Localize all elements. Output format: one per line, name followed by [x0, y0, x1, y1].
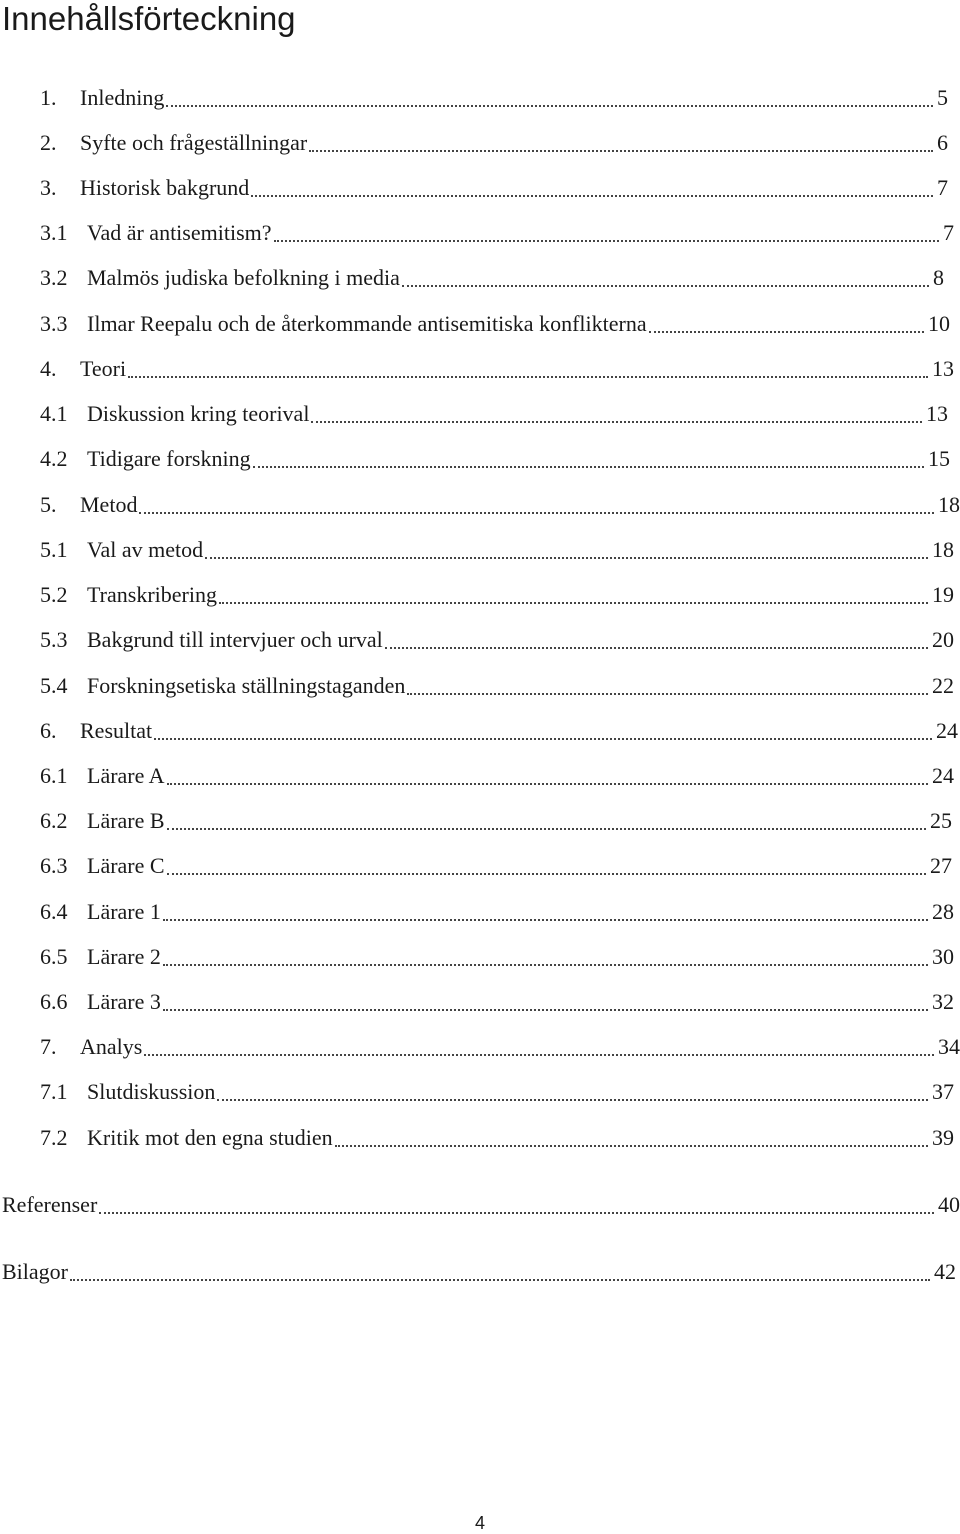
toc-entry[interactable] [40, 626, 954, 654]
toc-entry-label: Lärare 2 [87, 944, 161, 969]
toc-entry-page: 15 [928, 446, 950, 471]
toc-entry-page: 27 [930, 853, 952, 878]
toc-entry[interactable] [40, 717, 958, 745]
toc-dot-leader [167, 768, 928, 786]
toc-entry-number: 7. [40, 1034, 57, 1059]
toc-entry-label: Bilagor [2, 1259, 68, 1284]
toc-dot-leader [402, 270, 929, 288]
toc-entry[interactable] [40, 1078, 954, 1106]
toc-entry-label: Lärare C [87, 853, 165, 878]
toc-entry[interactable] [40, 988, 954, 1016]
toc-dot-leader [274, 225, 939, 243]
toc-entry-label: Teori [80, 356, 127, 381]
toc-entry-label: Analys [80, 1034, 143, 1059]
toc-entry-page: 20 [932, 627, 954, 652]
toc-entry[interactable] [40, 264, 944, 292]
toc-entry-page: 19 [932, 582, 954, 607]
toc-entry[interactable] [40, 672, 954, 700]
toc-dot-leader [166, 90, 933, 108]
toc-entry[interactable] [2, 1258, 956, 1286]
toc-entry-label: Slutdiskussion [87, 1079, 216, 1104]
toc-dot-leader [167, 858, 926, 876]
toc-entry-number: 3.1 [40, 220, 68, 245]
toc-entry[interactable] [40, 1124, 954, 1152]
toc-entry-number: 2. [40, 130, 57, 155]
toc-entry-page: 10 [928, 311, 950, 336]
toc-entry-label: Ilmar Reepalu och de återkommande antisemitiska konflikterna [87, 311, 647, 336]
toc-entry[interactable] [40, 536, 954, 564]
toc-entry-page: 42 [934, 1259, 956, 1284]
toc-entry[interactable] [40, 1033, 960, 1061]
toc-entry-page: 30 [932, 944, 954, 969]
toc-entry-page: 13 [932, 356, 954, 381]
toc-entry-label: Referenser [2, 1192, 98, 1217]
toc-entry-page: 32 [932, 989, 954, 1014]
toc-dot-leader [205, 542, 928, 560]
toc-entry-number: 6.5 [40, 944, 68, 969]
toc-dot-leader [407, 678, 928, 696]
toc-entry-number: 4.2 [40, 446, 68, 471]
toc-dot-leader [154, 723, 932, 741]
toc-entry-page: 37 [932, 1079, 954, 1104]
toc-entry-number: 7.1 [40, 1079, 68, 1104]
toc-entry-page: 5 [937, 85, 948, 110]
toc-entry-label: Syfte och frågeställningar [80, 130, 308, 155]
toc-dot-leader [251, 180, 933, 198]
toc-entry-label: Inledning [80, 85, 165, 110]
toc-entry-label: Malmös judiska befolkning i media [87, 265, 400, 290]
toc-entry-number: 4.1 [40, 401, 68, 426]
toc-entry-number: 3. [40, 175, 57, 200]
toc-entry-page: 18 [932, 537, 954, 562]
toc-entry-page: 40 [938, 1192, 960, 1217]
toc-entry-page: 7 [943, 220, 954, 245]
toc-entry-label: Lärare 1 [87, 899, 161, 924]
toc-entry-label: Val av metod [87, 537, 204, 562]
toc-entry-number: 4. [40, 356, 57, 381]
toc-dot-leader [144, 1039, 934, 1057]
toc-dot-leader [139, 497, 934, 515]
toc-entry-number: 5.3 [40, 627, 68, 652]
toc-entry[interactable] [40, 852, 952, 880]
toc-entry-number: 7.2 [40, 1125, 68, 1150]
toc-entry[interactable] [40, 807, 952, 835]
toc-entry-label: Lärare B [87, 808, 165, 833]
toc-entry[interactable] [40, 445, 950, 473]
toc-dot-leader [70, 1264, 930, 1282]
toc-entry-page: 39 [932, 1125, 954, 1150]
toc-entry[interactable] [40, 355, 954, 383]
toc-entry-number: 6.6 [40, 989, 68, 1014]
toc-entry-page: 6 [937, 130, 948, 155]
toc-dot-leader [163, 994, 928, 1012]
toc-entry-number: 6. [40, 718, 57, 743]
toc-entry-page: 34 [938, 1034, 960, 1059]
toc-entry-number: 5.2 [40, 582, 68, 607]
toc-entry[interactable] [40, 219, 954, 247]
toc-entry[interactable] [40, 898, 954, 926]
toc-entry-page: 22 [932, 673, 954, 698]
toc-dot-leader [128, 361, 928, 379]
toc-entry-label: Lärare A [87, 763, 165, 788]
toc-entry-page: 28 [932, 899, 954, 924]
toc-entry-label: Kritik mot den egna studien [87, 1125, 333, 1150]
toc-entry-number: 6.4 [40, 899, 68, 924]
toc-dot-leader [217, 1084, 928, 1102]
toc-dot-leader [167, 813, 926, 831]
toc-entry[interactable] [40, 129, 948, 157]
toc-entry[interactable] [40, 84, 948, 112]
toc-entry[interactable] [40, 943, 954, 971]
toc-entry-page: 25 [930, 808, 952, 833]
toc-entry-page: 18 [938, 492, 960, 517]
toc-entry-page: 24 [936, 718, 958, 743]
toc-entry[interactable] [40, 762, 954, 790]
toc-entry[interactable] [40, 491, 960, 519]
toc-dot-leader [309, 135, 933, 153]
toc-entry-number: 5. [40, 492, 57, 517]
document-title: Innehållsförteckning [2, 0, 296, 37]
toc-entry-label: Diskussion kring teorival [87, 401, 310, 426]
toc-dot-leader [163, 904, 928, 922]
toc-entry-number: 6.2 [40, 808, 68, 833]
toc-entry-label: Vad är antisemitism? [87, 220, 272, 245]
toc-entry-number: 6.1 [40, 763, 68, 788]
toc-dot-leader [219, 587, 928, 605]
toc-entry[interactable] [40, 310, 950, 338]
toc-entry-label: Lärare 3 [87, 989, 161, 1014]
toc-entry-label: Tidigare forskning [87, 446, 251, 471]
toc-entry-page: 13 [926, 401, 948, 426]
toc-dot-leader [385, 632, 928, 650]
toc-dot-leader [253, 451, 924, 469]
page-number: 4 [474, 1513, 485, 1533]
toc-entry-number: 1. [40, 85, 57, 110]
toc-entry-number: 3.3 [40, 311, 68, 336]
toc-entry-page: 24 [932, 763, 954, 788]
toc-entry-label: Bakgrund till intervjuer och urval [87, 627, 383, 652]
toc-entry[interactable] [2, 1191, 960, 1219]
toc-dot-leader [163, 949, 928, 967]
toc-dot-leader [649, 316, 924, 334]
toc-entry[interactable] [40, 581, 954, 609]
toc-entry-page: 7 [937, 175, 948, 200]
toc-entry-number: 5.1 [40, 537, 68, 562]
toc-entry-label: Resultat [80, 718, 153, 743]
toc-entry-label: Historisk bakgrund [80, 175, 250, 200]
toc-entry-number: 3.2 [40, 265, 68, 290]
toc-entry-page: 8 [933, 265, 944, 290]
toc-entry-label: Transkribering [87, 582, 217, 607]
toc-entry-label: Forskningsetiska ställningstaganden [87, 673, 406, 698]
toc-entry-number: 5.4 [40, 673, 68, 698]
toc-entry-label: Metod [80, 492, 138, 517]
toc-dot-leader [99, 1197, 934, 1215]
toc-dot-leader [311, 406, 922, 424]
toc-entry-number: 6.3 [40, 853, 68, 878]
toc-dot-leader [335, 1130, 928, 1148]
toc-entry[interactable] [40, 400, 948, 428]
toc-entry[interactable] [40, 174, 948, 202]
